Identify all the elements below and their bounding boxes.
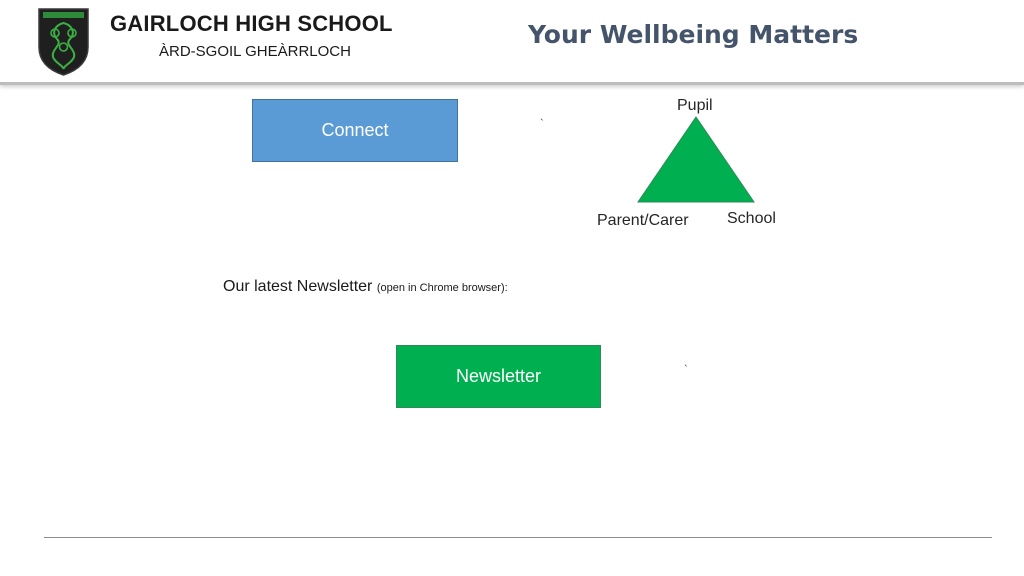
connect-button-label: Connect — [321, 120, 389, 140]
triangle-label-pupil: Pupil — [677, 97, 713, 114]
page-title: Your Wellbeing Matters — [528, 20, 859, 49]
school-name: GAIRLOCH HIGH SCHOOL — [110, 11, 393, 36]
newsletter-intro-text: Our latest Newsletter — [223, 278, 373, 295]
newsletter-intro — [223, 278, 508, 296]
footer-divider — [44, 537, 992, 538]
triangle-label-school: School — [727, 210, 776, 227]
newsletter-browser-note: (open in Chrome browser): — [376, 282, 508, 294]
stray-mark: ` — [684, 364, 688, 376]
page-header — [0, 0, 1024, 85]
wellbeing-triangle — [637, 116, 755, 204]
connect-button[interactable] — [252, 99, 458, 162]
triangle-label-parent-carer: Parent/Carer — [597, 212, 689, 229]
newsletter-button-label: Newsletter — [455, 366, 542, 386]
stray-mark: ` — [540, 118, 544, 130]
school-crest-icon — [37, 7, 90, 77]
school-name-gaelic: ÀRD-SGOIL GHEÀRRLOCH — [159, 43, 351, 60]
newsletter-button[interactable] — [396, 345, 601, 408]
